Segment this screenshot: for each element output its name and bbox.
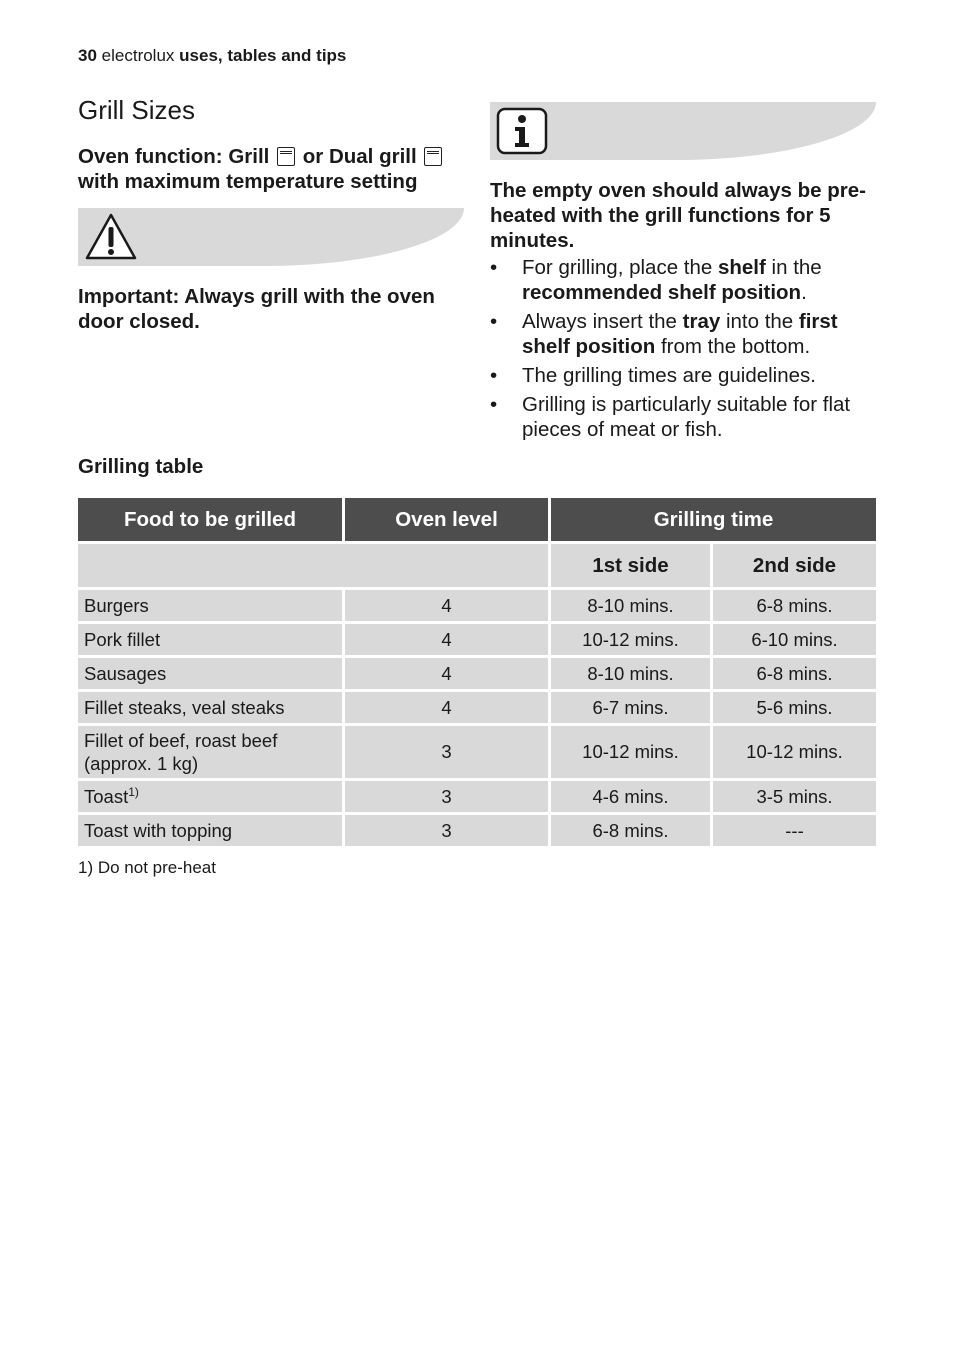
list-item: • Grilling is particularly suitable for flat pieces of meat or fish. — [490, 393, 851, 441]
info-banner — [490, 102, 876, 160]
cell-level: 4 — [345, 692, 551, 726]
cell-first-side: 6-8 mins. — [551, 815, 713, 849]
oven-function-dual-label: or Dual grill — [302, 145, 417, 168]
cell-first-side: 8-10 mins. — [551, 658, 713, 692]
table-row — [78, 692, 876, 726]
cell-food: Fillet steaks, veal steaks — [78, 692, 345, 726]
cell-food: Toast with topping — [78, 815, 345, 849]
cell-food: Toast$^{1)}$ — [78, 781, 345, 815]
oven-function-text — [78, 144, 468, 194]
cell-level: 4 — [345, 658, 551, 692]
list-item: • Always insert the tray into the first shelf position from the bottom. — [490, 310, 838, 358]
bullet-icon: • — [490, 393, 498, 416]
header-food: Food to be grilled — [78, 498, 345, 544]
cell-second-side: 10-12 mins. — [713, 726, 876, 781]
dual-grill-icon — [424, 147, 442, 166]
subheader-empty — [78, 544, 551, 590]
table-header-row — [78, 498, 876, 544]
table-title: Grilling table — [78, 455, 204, 478]
right-column — [490, 102, 880, 446]
cell-level: 4 — [345, 590, 551, 624]
cell-second-side: 6-8 mins. — [713, 658, 876, 692]
table-row — [78, 624, 876, 658]
cell-level: 3 — [345, 781, 551, 815]
left-column — [78, 92, 468, 334]
cell-level: 4 — [345, 624, 551, 658]
cell-food: Sausages — [78, 658, 345, 692]
cell-first-side: 8-10 mins. — [551, 590, 713, 624]
cell-second-side: 3-5 mins. — [713, 781, 876, 815]
page-title: Grill Sizes — [78, 95, 196, 125]
table-footnote: 1) Do not pre-heat — [78, 858, 216, 877]
header-oven-level: Oven level — [345, 498, 551, 544]
page-number: 30 — [78, 46, 97, 65]
cell-second-side: --- — [713, 815, 876, 849]
cell-first-side: 10-12 mins. — [551, 624, 713, 658]
cell-first-side: 6-7 mins. — [551, 692, 713, 726]
important-note: Important: Always grill with the oven door closed. — [78, 285, 435, 333]
table-row — [78, 815, 876, 849]
info-icon — [496, 107, 548, 155]
warning-triangle-icon — [84, 212, 138, 262]
table-row — [78, 658, 876, 692]
table-subheader-row — [78, 544, 876, 590]
page-header — [78, 46, 346, 66]
cell-food: Burgers — [78, 590, 345, 624]
warning-banner — [78, 208, 464, 266]
cell-food: Pork fillet — [78, 624, 345, 658]
oven-function-setting-label: with maximum temperature setting — [78, 170, 418, 193]
cell-second-side: 6-8 mins. — [713, 590, 876, 624]
cell-first-side: 4-6 mins. — [551, 781, 713, 815]
subheader-second-side: 2nd side — [713, 544, 876, 590]
subheader-first-side: 1st side — [551, 544, 713, 590]
list-item: • For grilling, place the shelf in the recommended shelf position. — [490, 256, 822, 304]
oven-function-grill-label: Oven function: Grill — [78, 145, 270, 168]
footnote-marker: 1) — [128, 785, 139, 799]
tips-list — [490, 255, 880, 442]
list-item: • The grilling times are guidelines. — [490, 364, 816, 387]
bullet-icon: • — [490, 310, 498, 333]
grilling-table — [78, 498, 876, 849]
cell-first-side: 10-12 mins. — [551, 726, 713, 781]
preheat-note: The empty oven should always be pre-heated with the grill functions for 5 minutes. — [490, 179, 866, 252]
section-name: uses, tables and tips — [179, 46, 347, 65]
cell-level: 3 — [345, 815, 551, 849]
grill-icon — [277, 147, 295, 166]
brand-name: electrolux — [101, 46, 175, 65]
cell-second-side: 5-6 mins. — [713, 692, 876, 726]
cell-food: Fillet of beef, roast beef (approx. 1 kg) — [78, 726, 345, 781]
bullet-icon: • — [490, 364, 498, 387]
cell-level: 3 — [345, 726, 551, 781]
bullet-icon: • — [490, 256, 498, 279]
table-row — [78, 590, 876, 624]
table-row — [78, 781, 876, 815]
cell-second-side: 6-10 mins. — [713, 624, 876, 658]
header-grilling-time: Grilling time — [551, 498, 876, 544]
table-row — [78, 726, 876, 781]
